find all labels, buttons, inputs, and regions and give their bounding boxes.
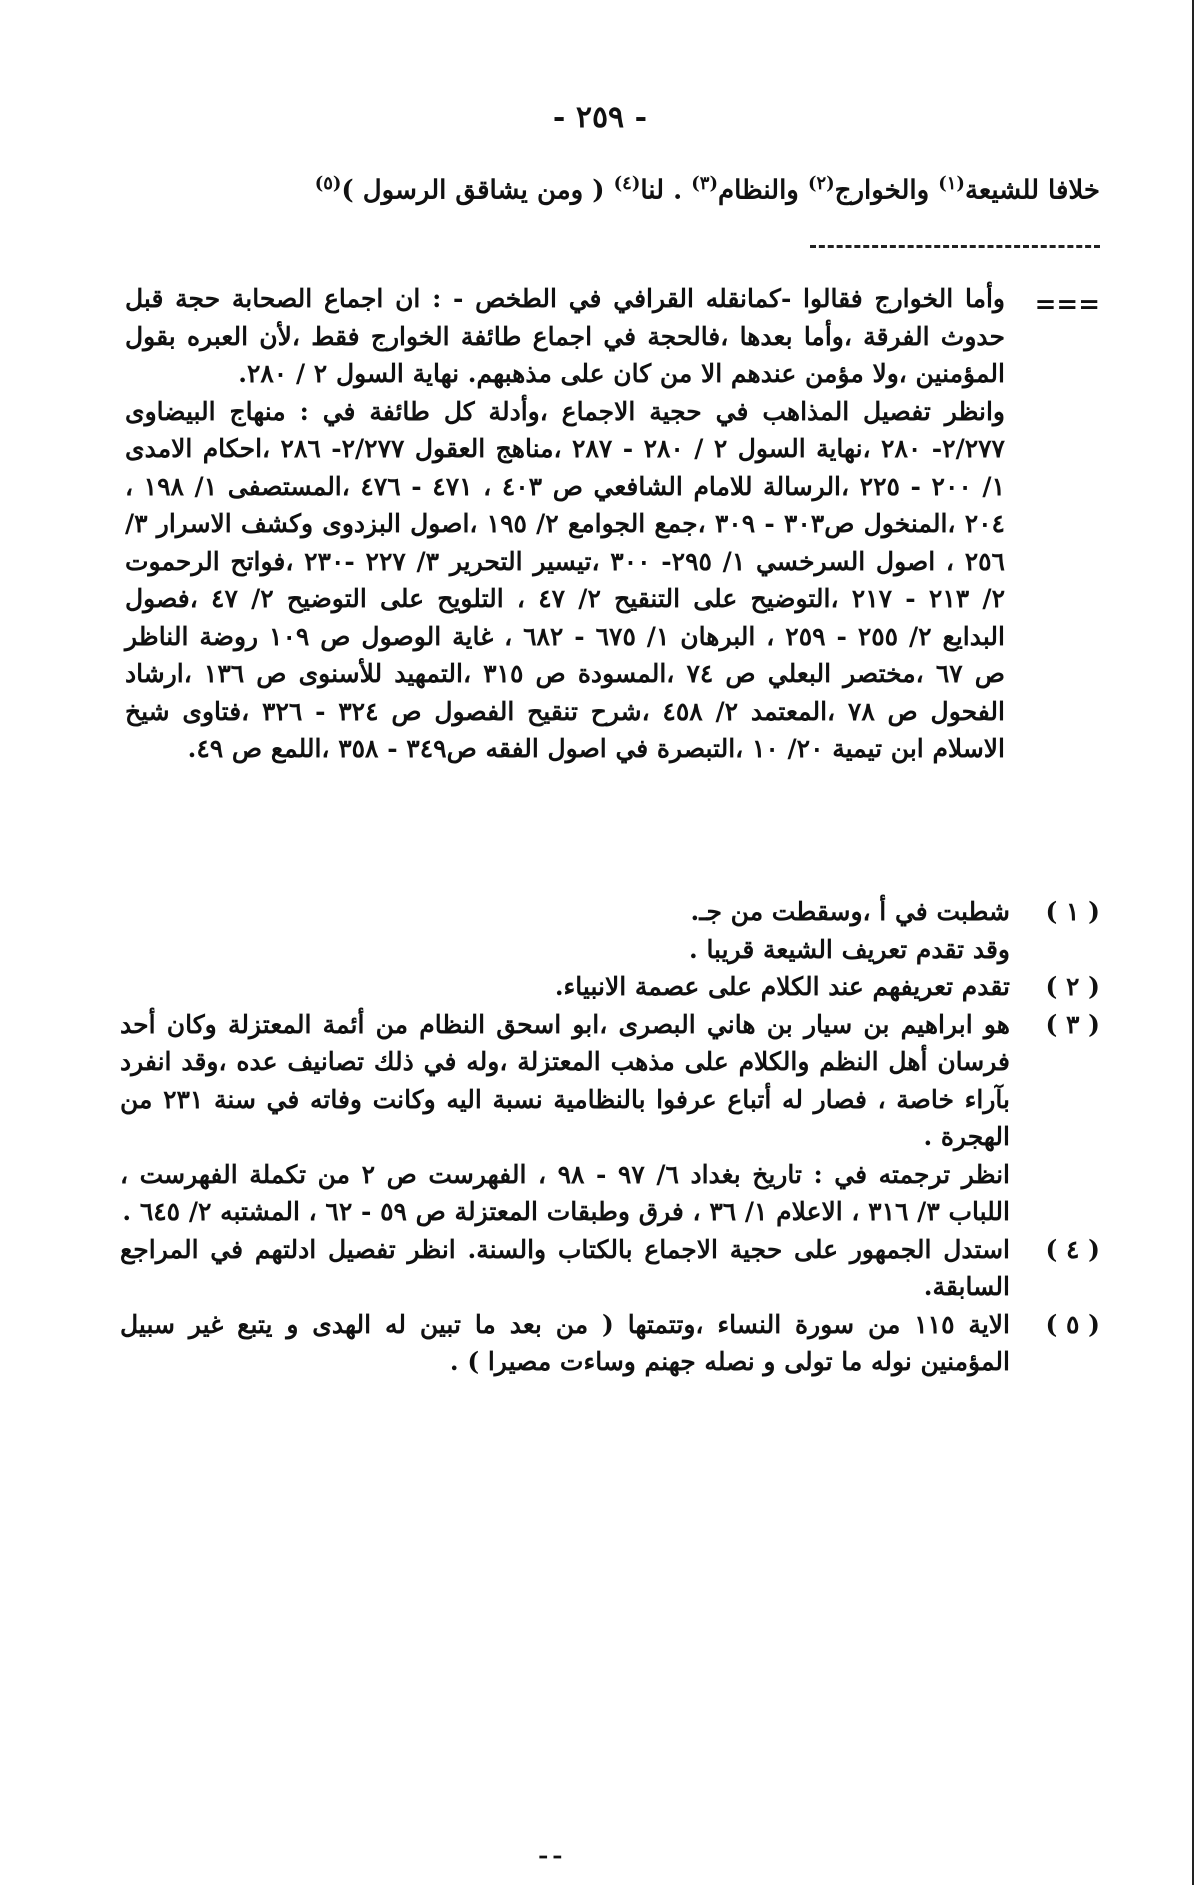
footnote-number: ( ٤ ) bbox=[1045, 1234, 1100, 1264]
footnote-ref: (١) bbox=[938, 173, 965, 194]
footnote-text bbox=[120, 1006, 1010, 1231]
footnote-item bbox=[120, 893, 1100, 968]
intro-segment: ( ومن يشاقق الرسول ) bbox=[341, 175, 605, 206]
footnote-ref: (٤) bbox=[613, 173, 641, 194]
intro-segment: خلافا للشيعة bbox=[964, 175, 1100, 206]
footnote-ref: (٥) bbox=[314, 173, 342, 194]
footnotes-list bbox=[120, 893, 1100, 1381]
footnote-line: وقد تقدم تعريف الشيعة قريبا . bbox=[689, 934, 1010, 964]
bottom-mark: ـ ـ bbox=[540, 1838, 561, 1864]
footnote-item bbox=[120, 1006, 1100, 1231]
intro-segment: والخوارج bbox=[834, 175, 930, 206]
footnote-line: الاية ١١٥ من سورة النساء ،وتتمتها ( من بعد ما تبين له الهدى و يتبع غير سبيل المؤمنين نوله ما تولى و نصله جهنم وساءت مصيرا ) . bbox=[120, 1309, 1010, 1376]
footnote-ref: (٣) bbox=[691, 173, 718, 194]
footnote-paragraph: وانظر تفصيل المذاهب في حجية الاجماع ،وأدلة كل طائفة في : منهاج البيضاوى ٢/٢٧٧- ٢٨٠ ،نهاية السول ٢ / ٢٨٠ - ٢٨٧ ،مناهج العقول ٢/٢٧٧- ٢٨٦ ،احكام الامدى ١/ ٢٠٠ - ٢٢٥ ،الرسالة للامام الشافعي ص ٤٠٣ ، ٤٧١ - ٤٧٦ ،المستصفى ١/ ١٩٨ ، ٢٠٤ ،المنخول ص٣٠٣ - ٣٠٩ ،جمع الجوامع ٢/ ١٩٥ ،اصول البزدوى وكشف الاسرار ٣/ ٢٥٦ ، اصول السرخسي ١/ ٢٩٥- ٣٠٠ ،تيسير التحرير ٣/ ٢٢٧ -٢٣٠ ،فواتح الرحموت ٢/ ٢١٣ - ٢١٧ ،التوضيح على التنقيح ٢/ ٤٧ ، التلويح على التوضيح ٢/ ٤٧ ،فصول البدايع ٢/ ٢٥٥ - ٢٥٩ ، البرهان ١/ ٦٧٥ - ٦٨٢ ، غاية الوصول ص ١٠٩ روضة الناظر ص ٦٧ ،مختصر البعلي ص ٧٤ ،المسودة ص ٣١٥ ،التمهيد للأسنوى ص ١٣٦ ،ارشاد الفحول ص ٧٨ ،المعتمد ٢/ ٤٥٨ ،شرح تنقيح الفصول ص ٣٢٤ - ٣٢٦ ،فتاوى شيخ الاسلام ابن تيمية ٢٠/ ١٠ ،التبصرة في اصول الفقه ص٣٤٩ - ٣٥٨ ،اللمع ص ٤٩. bbox=[125, 396, 1006, 763]
footnote-line: شطبت في أ ،وسقطت من جـ. bbox=[690, 897, 1010, 926]
footnote-item bbox=[120, 968, 1100, 1006]
footnote-line: استدل الجمهور على حجية الاجماع بالكتاب والسنة. انظر تفصيل ادلتهم في المراجع السابقة. bbox=[120, 1234, 1010, 1301]
footnote-text bbox=[120, 968, 1010, 1006]
footnote-item bbox=[120, 1306, 1100, 1381]
scan-edge-line bbox=[1192, 0, 1194, 1885]
footnote-ref: (٢) bbox=[807, 173, 835, 194]
footnote-number: ( ٥ ) bbox=[1045, 1309, 1100, 1339]
footnote-item bbox=[120, 1231, 1100, 1306]
continued-footnote bbox=[125, 280, 1005, 768]
footnote-paragraph: وأما الخوارج فقالوا -كمانقله القرافي في الطخص - : ان اجماع الصحابة حجة قبل حدوث الفرقة ،وأما بعدها ،فالحجة في اجماع طائفة الخوارج فقط ،لأن العبره بقول المؤمنين ،ولا مؤمن عندهم الا من كان على مذهبهم. نهاية السول ٢ / ٢٨٠. bbox=[125, 284, 1005, 388]
footnote-line: هو ابراهيم بن سيار بن هاني البصرى ،ابو اسحق النظام من أئمة المعتزلة وكان أحد فرسان أهل النظم والكلام على مذهب المعتزلة ،وله في ذلك تصانيف عده ،وقد انفرد بآراء خاصة ، فصار له أتباع عرفوا بالنظامية نسبة اليه وكانت وفاته في سنة ٢٣١ من الهجرة . bbox=[120, 1009, 1010, 1151]
footnote-number: ( ٢ ) bbox=[1045, 972, 1100, 1001]
footnote-divider bbox=[810, 245, 1100, 248]
footnote-number: ( ١ ) bbox=[1045, 897, 1100, 926]
footnote-line: تقدم تعريفهم عند الكلام على عصمة الانبياء. bbox=[554, 972, 1010, 1001]
footnote-line: انظر ترجمته في : تاريخ بغداد ٦/ ٩٧ - ٩٨ ، الفهرست ص ٢ من تكملة الفهرست ، اللباب ٣/ ٣١٦ ، الاعلام ١/ ٣٦ ، فرق وطبقات المعتزلة ص ٥٩ - ٦٢ ، المشتبه ٢/ ٦٤٥ . bbox=[120, 1159, 1010, 1226]
footnote-text bbox=[120, 1306, 1010, 1381]
intro-line bbox=[140, 170, 1100, 212]
intro-segment: والنظام bbox=[717, 175, 799, 206]
footnote-number: ( ٣ ) bbox=[1045, 1009, 1100, 1039]
page-number: - ٢٥٩ - bbox=[552, 100, 648, 135]
footnote-text bbox=[120, 893, 1010, 968]
intro-segment: . لنا bbox=[640, 175, 683, 206]
continuation-marker: === bbox=[1034, 290, 1100, 320]
footnote-text bbox=[120, 1231, 1010, 1306]
